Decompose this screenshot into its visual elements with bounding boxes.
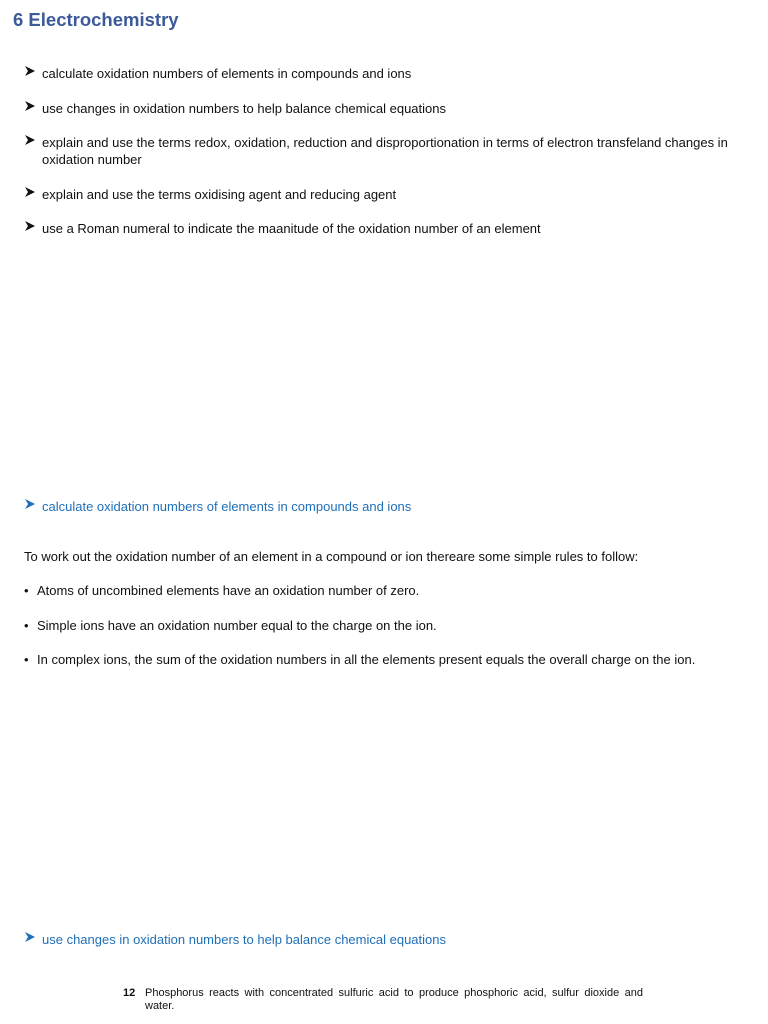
objective-text: explain and use the terms oxidising agent and reducing agent <box>42 186 397 202</box>
section-intro: To work out the oxidation number of an element in a compound or ion thereare some simple rules to follow: <box>24 549 639 564</box>
rule-text: Simple ions have an oxidation number equal to the charge on the ion. <box>37 617 437 633</box>
bullet-icon: • <box>24 617 29 633</box>
rule-text: Atoms of uncombined elements have an oxidation number of zero. <box>37 583 420 598</box>
arrow-bullet-icon <box>24 220 42 237</box>
exam-question <box>123 987 643 1013</box>
section-heading-text: calculate oxidation numbers of elements in compounds and ions <box>42 499 412 514</box>
objective-text: use a Roman numeral to indicate the maanitude of the oxidation number of an element <box>42 221 541 236</box>
question-number: 12 <box>123 987 136 999</box>
list-item <box>24 100 740 117</box>
list-item <box>24 134 740 168</box>
section-heading-oxidation-numbers <box>24 498 411 515</box>
arrow-bullet-icon <box>24 100 42 117</box>
bullet-icon: • <box>24 652 29 667</box>
bullet-icon: • <box>24 583 29 598</box>
arrow-bullet-icon <box>24 186 42 203</box>
objectives-list <box>24 65 740 255</box>
rules-list <box>24 582 744 686</box>
objective-text: calculate oxidation numbers of elements in compounds and ions <box>42 66 412 81</box>
rule-text: In complex ions, the sum of the oxidation numbers in all the elements present equals the overall charge on the ion. <box>37 652 696 667</box>
arrow-bullet-icon <box>24 498 42 515</box>
objective-text: explain and use the terms redox, oxidation, reduction and disproportionation in terms of electron transfeland changes in oxidation number <box>42 135 728 167</box>
section-heading-text: use changes in oxidation numbers to help balance chemical equations <box>42 932 446 947</box>
objective-text: use changes in oxidation numbers to help balance chemical equations <box>42 100 446 116</box>
arrow-bullet-icon <box>24 65 42 82</box>
list-item <box>24 651 744 668</box>
list-item <box>24 186 740 203</box>
list-item <box>24 220 740 237</box>
list-item <box>24 617 744 634</box>
list-item <box>24 65 740 82</box>
section-heading-balance-equations <box>24 931 446 948</box>
arrow-bullet-icon <box>24 931 42 948</box>
page-title: 6 Electrochemistry <box>13 9 179 30</box>
list-item <box>24 582 744 599</box>
question-text: Phosphorus reacts with concentrated sulfuric acid to produce phosphoric acid, sulfur dioxide and water. <box>145 987 643 1012</box>
arrow-bullet-icon <box>24 134 42 151</box>
